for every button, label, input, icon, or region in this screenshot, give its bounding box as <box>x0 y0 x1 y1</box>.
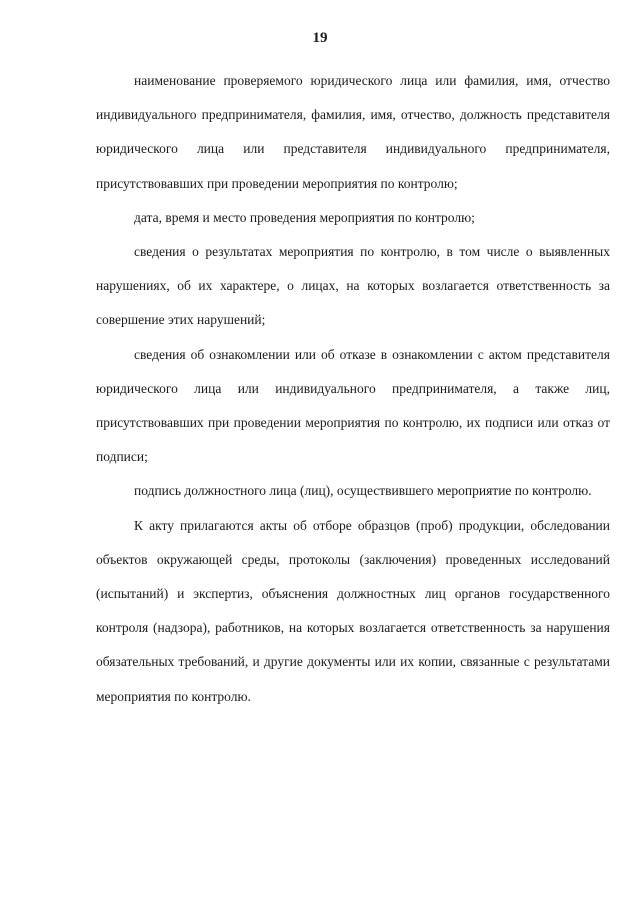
document-body <box>96 64 610 714</box>
paragraph-signature: подпись должностного лица (лиц), осуществившего мероприятие по контролю. <box>134 483 592 499</box>
paragraph-attachments: К акту прилагаются акты об отборе образцов (проб) продукции, обследовании объектов окружающей среды, протоколы (заключения) проведенных исследований (испытаний) и экспертиз, объяснения должностных лиц органов государственного контроля (надзора), работников, на которых возлагается ответственность за нарушения обязательных требований, и другие документы или их копии, связанные с результатами мероприятия по контролю. <box>96 517 610 704</box>
page-number: 19 <box>312 30 328 46</box>
paragraph-results: сведения о результатах мероприятия по контролю, в том числе о выявленных нарушениях, об их характере, о лицах, на которых возлагается ответственность за совершение этих нарушений; <box>96 244 610 328</box>
paragraph-date-time-place: дата, время и место проведения мероприятия по контролю; <box>134 209 475 225</box>
paragraph-acknowledgement: сведения об ознакомлении или об отказе в ознакомлении с актом представителя юридического лица или индивидуального предпринимателя, а также лиц, присутствовавших при проведении мероприятия по контролю, их подписи или отказ от подписи; <box>96 346 610 465</box>
paragraph-inspected-party: наименование проверяемого юридического лица или фамилия, имя, отчество индивидуального предпринимателя, фамилия, имя, отчество, должность представителя юридического лица или представителя индивидуального предпринимателя, присутствовавших при проведении мероприятия по контролю; <box>96 73 610 191</box>
